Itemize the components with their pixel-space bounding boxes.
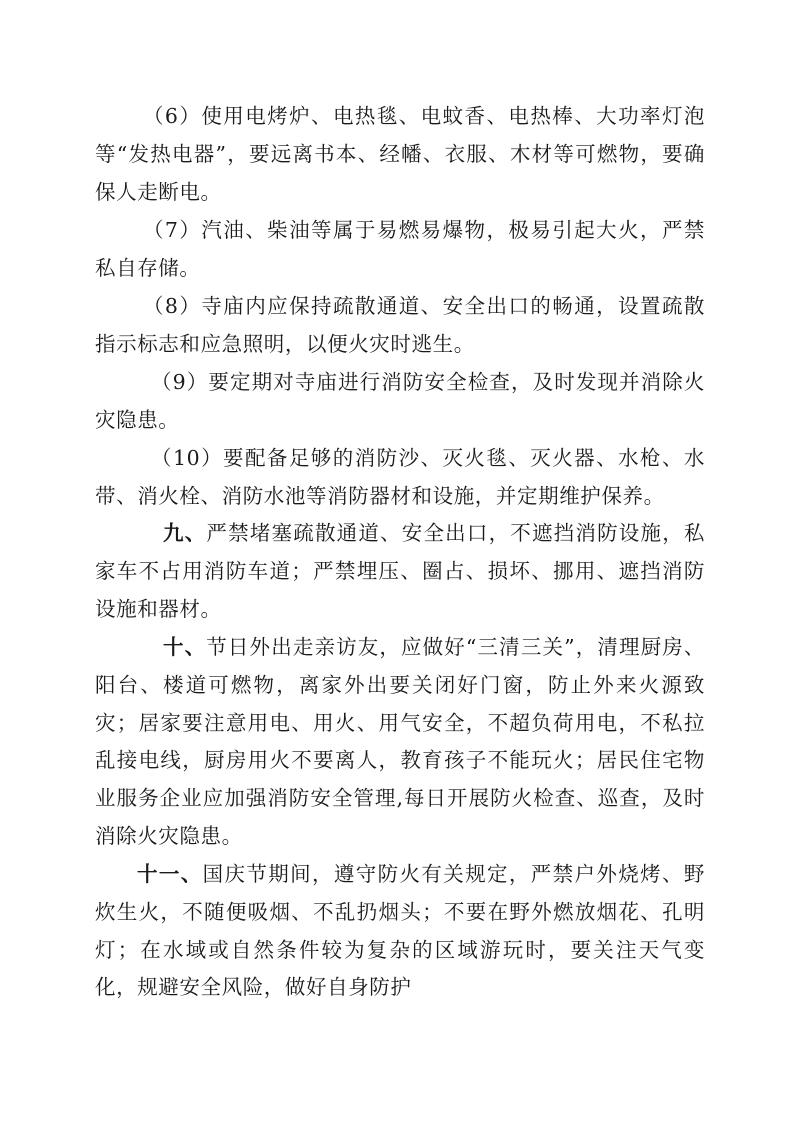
paragraph-text: （6）使用电烤炉、电热毯、电蚊香、电热棒、大功率灯泡等“发热电器”，要远离书本、经幡、衣服、木材等可燃物，要确保人走断电。	[95, 104, 705, 204]
section-nine	[95, 515, 705, 628]
section-ten	[95, 629, 705, 856]
paragraph-text: 国庆节期间，遵守防火有关规定，严禁户外烧烤、野炊生火，不随便吸烟、不乱扔烟头；不要在野外燃放烟花、孔明灯；在水域或自然条件较为复杂的区域游玩时，要关注天气变化，规避安全风险，做好自身防护	[95, 862, 705, 1000]
paragraph-text: （9）要定期对寺庙进行消防安全检查，及时发现并消除火灾隐患。	[95, 370, 705, 432]
paragraph-item-10	[95, 440, 705, 516]
section-eleven	[95, 856, 705, 1007]
section-number: 九、	[163, 521, 207, 545]
paragraph-item-7	[95, 212, 705, 288]
paragraph-text: 严禁堵塞疏散通道、安全出口，不遮挡消防设施，私家车不占用消防车道；严禁埋压、圈占、损坏、挪用、遮挡消防设施和器材。	[95, 521, 705, 621]
section-number: 十一、	[137, 862, 203, 886]
paragraph-item-8	[95, 288, 705, 364]
paragraph-text: （7）汽油、柴油等属于易燃易爆物，极易引起大火，严禁私自存储。	[95, 218, 705, 280]
paragraph-text: （8）寺庙内应保持疏散通道、安全出口的畅通，设置疏散指示标志和应急照明，以便火灾时逃生。	[95, 294, 705, 356]
paragraph-text: 节日外出走亲访友，应做好“三清三关”，清理厨房、阳台、楼道可燃物，离家外出要关闭好门窗，防止外来火源致灾；居家要注意用电、用火、用气安全，不超负荷用电，不私拉乱接电线，厨房用火不要离人，教育孩子不能玩火；居民住宅物业服务企业应加强消防安全管理,每日开展防火检查、巡查，及时消除火灾隐患。	[95, 635, 706, 848]
section-number: 十、	[163, 635, 207, 659]
paragraph-text: （10）要配备足够的消防沙、灭火毯、灭火器、水枪、水带、消火栓、消防水池等消防器材和设施，并定期维护保养。	[95, 446, 705, 508]
paragraph-item-6	[95, 98, 705, 211]
paragraph-item-9	[95, 364, 705, 440]
